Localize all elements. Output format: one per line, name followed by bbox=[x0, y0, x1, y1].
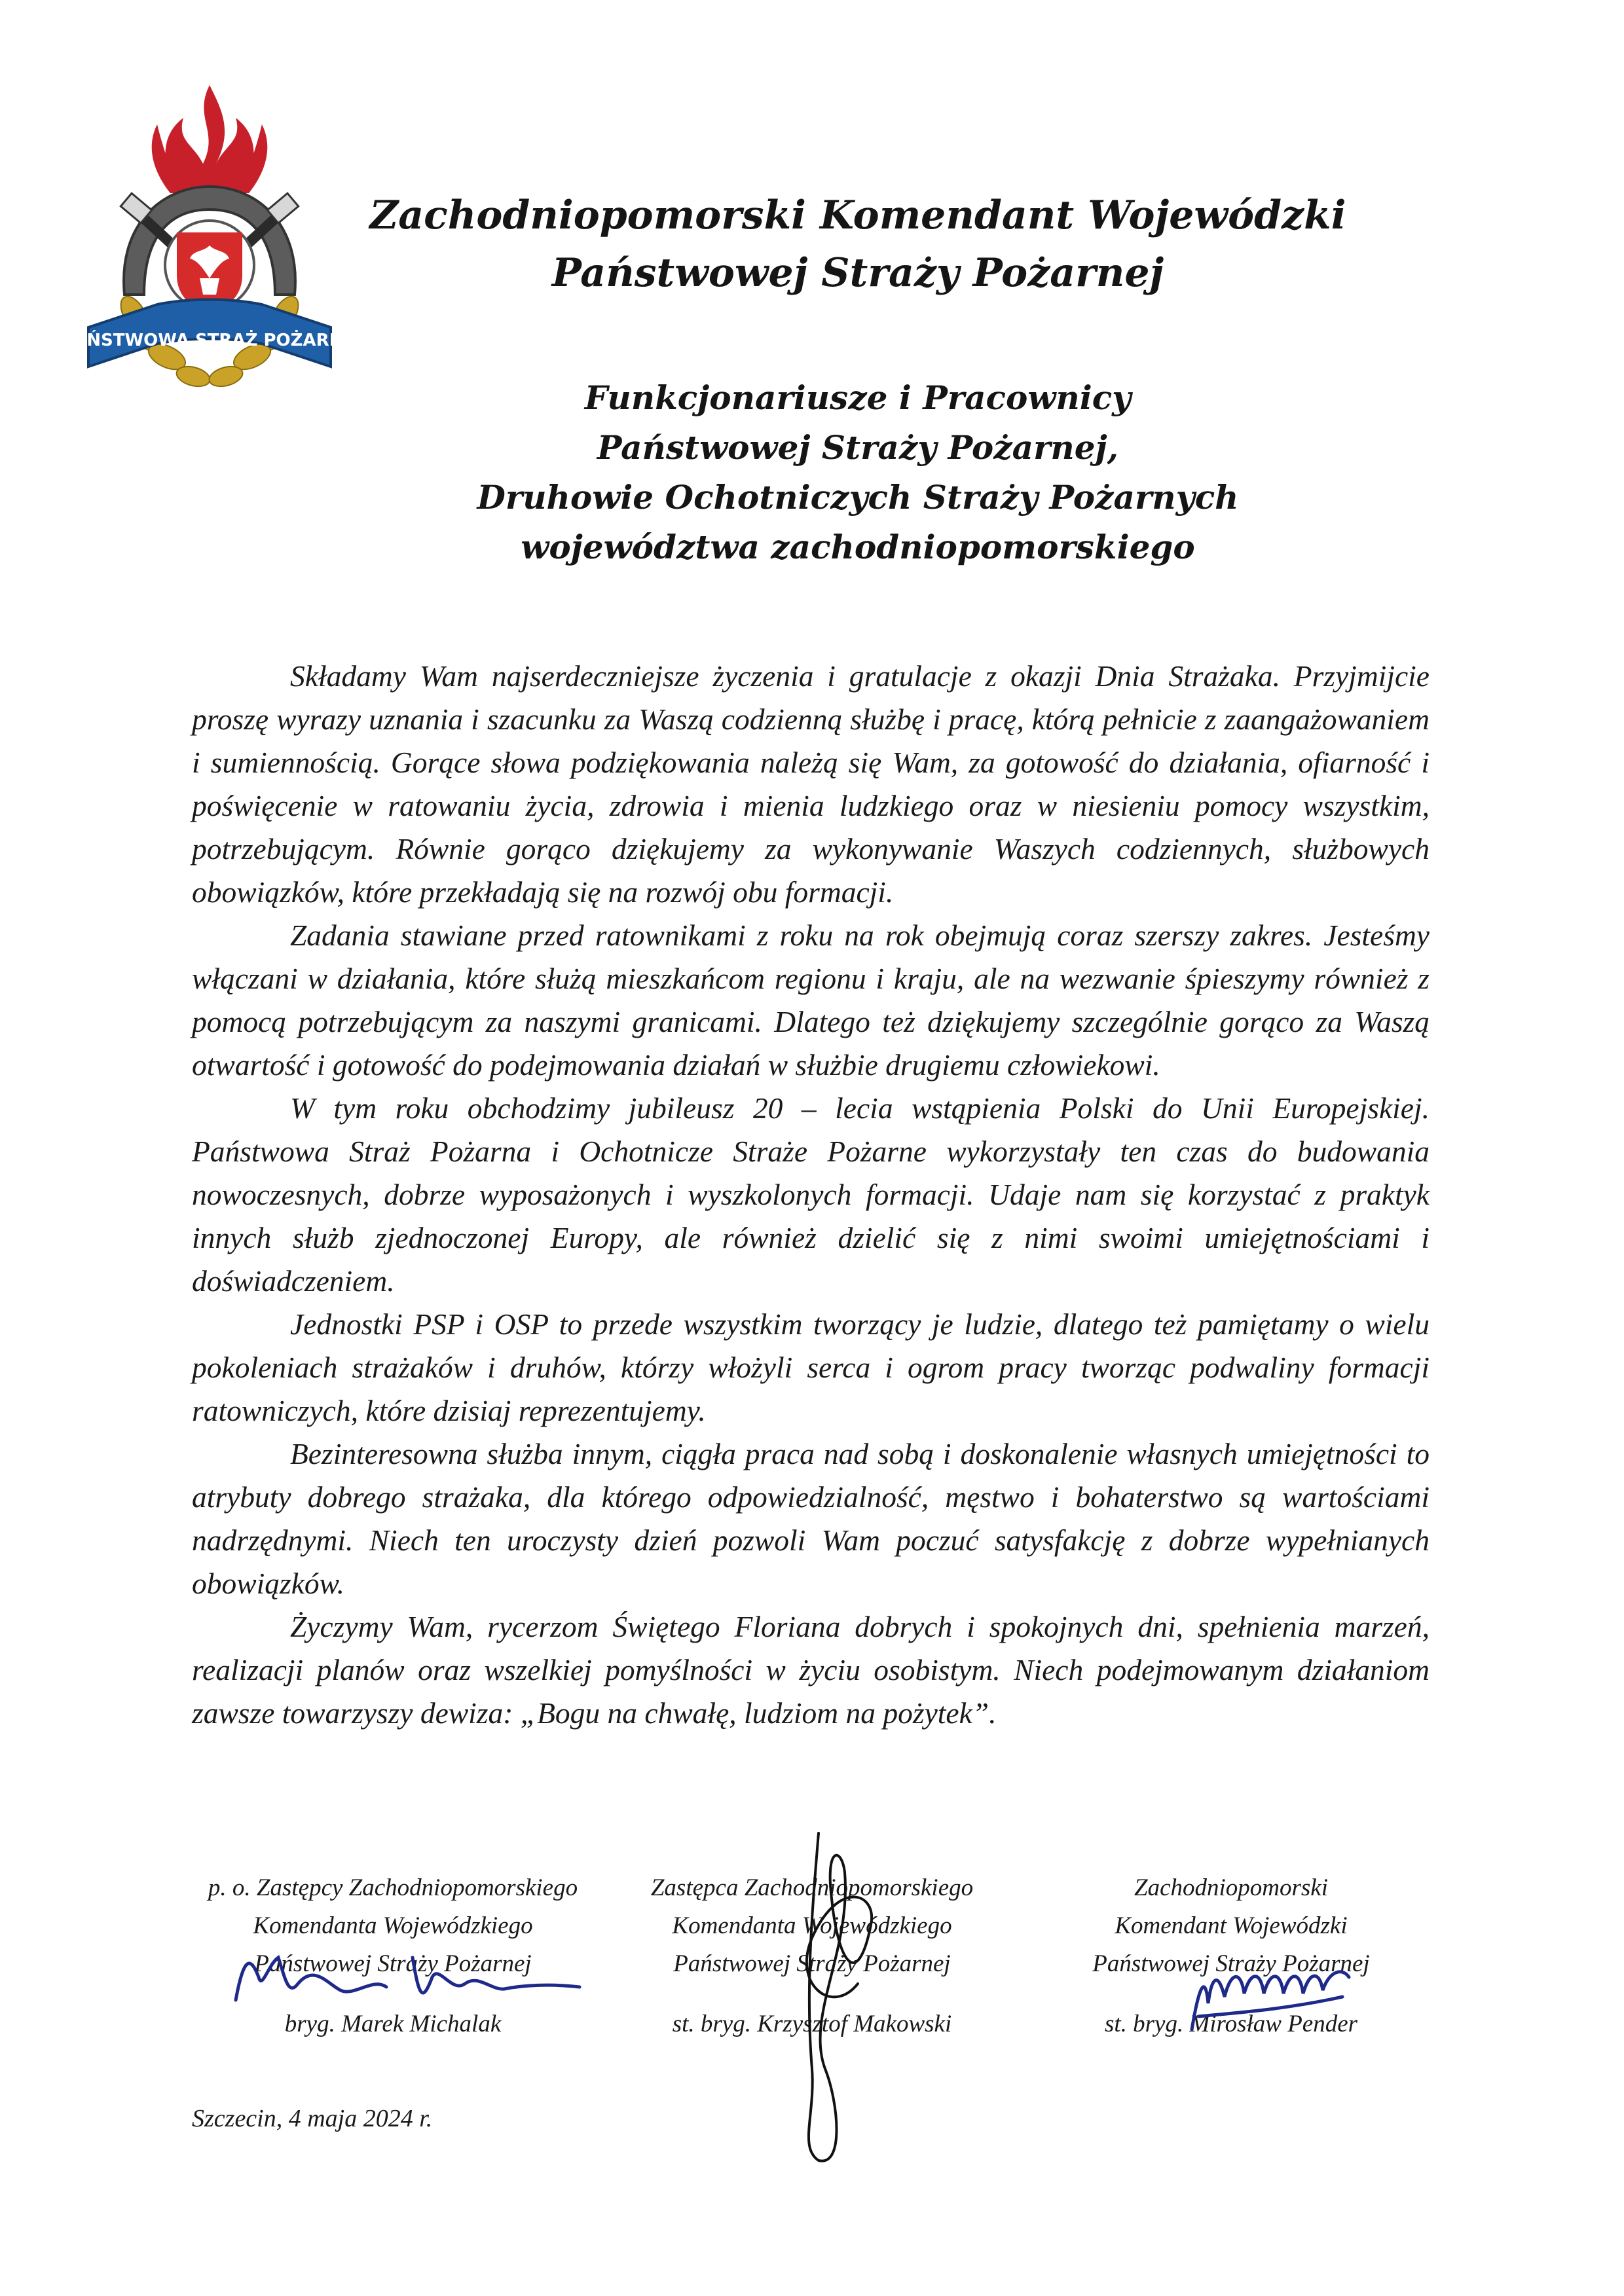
signature-name: st. bryg. Mirosław Pender bbox=[1104, 2011, 1358, 2037]
addressee-line-3: Druhowie Ochotniczych Straży Pożarnych bbox=[477, 478, 1239, 517]
signature-block-deputy bbox=[602, 1869, 1022, 2043]
signature-block-deputy-acting bbox=[183, 1869, 602, 2043]
body-paragraph: Zadania stawiane przed ratownikami z roku na rok obejmują coraz szerszy zakres. Jesteśmy włączani w działania, które służą mieszkańcom regionu i kraju, ale na wezwanie śpieszymy również z pomocą potrzebującym za naszymi granicami. Dlatego też dziękujemy szczególnie gorąco za Waszą otwartość i gotowość do podejmowania działań w służbie drugiemu człowiekowi. bbox=[192, 919, 1430, 1082]
signature-role-line: Państwowej Straży Pożarnej bbox=[1092, 1950, 1370, 1977]
body-paragraph: W tym roku obchodzimy jubileusz 20 – lecia wstąpienia Polski do Unii Europejskiej. Państwowa Straż Pożarna i Ochotnicze Straże Pożarne wykorzystały ten czas do budowania nowoczesnych, dobrze wyposażonych i wyszkolonych formacji. Udaje nam się korzystać z praktyk innych służb zjednoczonej Europy, ale również dzielić się z nimi swoimi umiejętnościami i doświadczeniem. bbox=[192, 1091, 1430, 1298]
header-title-line-2: Państwowej Straży Pożarnej bbox=[551, 250, 1164, 296]
body-paragraph: Życzymy Wam, rycerzom Świętego Floriana dobrych i spokojnych dni, spełnienia marzeń, realizacji planów oraz wszelkiej pomyślności w życiu osobistym. Niech podejmowanym działaniom zawsze towarzyszy dewiza: „Bogu na chwałę, ludziom na pożytek”. bbox=[192, 1610, 1430, 1730]
addressee-line-2: Państwowej Straży Pożarnej, bbox=[597, 428, 1119, 467]
emblem-ribbon-text: PAŃSTWOWA STRAŻ POŻARNA bbox=[62, 331, 357, 350]
letter-body bbox=[192, 655, 1430, 1735]
signature-role-line: Państwowej Straży Pożarnej bbox=[254, 1950, 532, 1977]
signature-role-line: Zachodniopomorski bbox=[1134, 1874, 1328, 1901]
signature-role-line: Komendanta Wojewódzkiego bbox=[253, 1912, 533, 1939]
letter-header bbox=[367, 187, 1349, 302]
body-paragraph: Składamy Wam najserdeczniejsze życzenia i gratulacje z okazji Dnia Strażaka. Przyjmijcie proszę wyrazy uznania i szacunku za Waszą codzienną służbę i pracę, którą pełnicie z zaangażowaniem i sumiennością. Gorące słowa podziękowania należą się Wam, za gotowość do działania, ofiarność i poświęcenie w ratowaniu życia, zdrowia i mienia ludzkiego oraz w niesieniu pomocy wszystkim, potrzebującym. Równie gorąco dziękujemy za wykonywanie Waszych codziennych, służbowych obowiązków, które przekładają się na rozwój obu formacji. bbox=[192, 659, 1430, 909]
signature-role-line: Państwowej Straży Pożarnej bbox=[673, 1950, 951, 1977]
header-title-line-1: Zachodniopomorski Komendant Wojewódzki bbox=[369, 192, 1346, 238]
signature-role-line: Komendant Wojewódzki bbox=[1115, 1912, 1348, 1939]
psp-fire-emblem-icon bbox=[62, 79, 357, 419]
signature-name: bryg. Marek Michalak bbox=[284, 2011, 502, 2037]
body-paragraph: Jednostki PSP i OSP to przede wszystkim tworzący je ludzie, dlatego też pamiętamy o wielu pokoleniach strażaków i druhów, którzy włożyli serca i ogrom pracy tworząc podwaliny formacji ratowniczych, które dzisiaj reprezentujemy. bbox=[192, 1307, 1430, 1427]
place-and-date: Szczecin, 4 maja 2024 r. bbox=[192, 2105, 433, 2132]
signature-role-line: Zastępca Zachodniopomorskiego bbox=[650, 1874, 974, 1901]
signature-role-line: Komendanta Wojewódzkiego bbox=[672, 1912, 952, 1939]
addressee-block bbox=[367, 373, 1349, 572]
addressee-line-4: województwa zachodniopomorskiego bbox=[521, 528, 1195, 566]
signature-name: st. bryg. Krzysztof Makowski bbox=[672, 2011, 952, 2037]
signature-block-commander bbox=[1022, 1869, 1441, 2043]
addressee-line-1: Funkcjonariusze i Pracownicy bbox=[584, 378, 1132, 417]
signature-role-line: p. o. Zastępcy Zachodniopomorskiego bbox=[208, 1874, 578, 1901]
body-paragraph: Bezinteresowna służba innym, ciągła praca nad sobą i doskonalenie własnych umiejętności to atrybuty dobrego strażaka, dla którego odpowiedzialność, męstwo i bohaterstwo są wartościami nadrzędnymi. Niech ten uroczysty dzień pozwoli Wam poczuć satysfakcję z dobrze wypełnianych obowiązków. bbox=[192, 1437, 1430, 1600]
